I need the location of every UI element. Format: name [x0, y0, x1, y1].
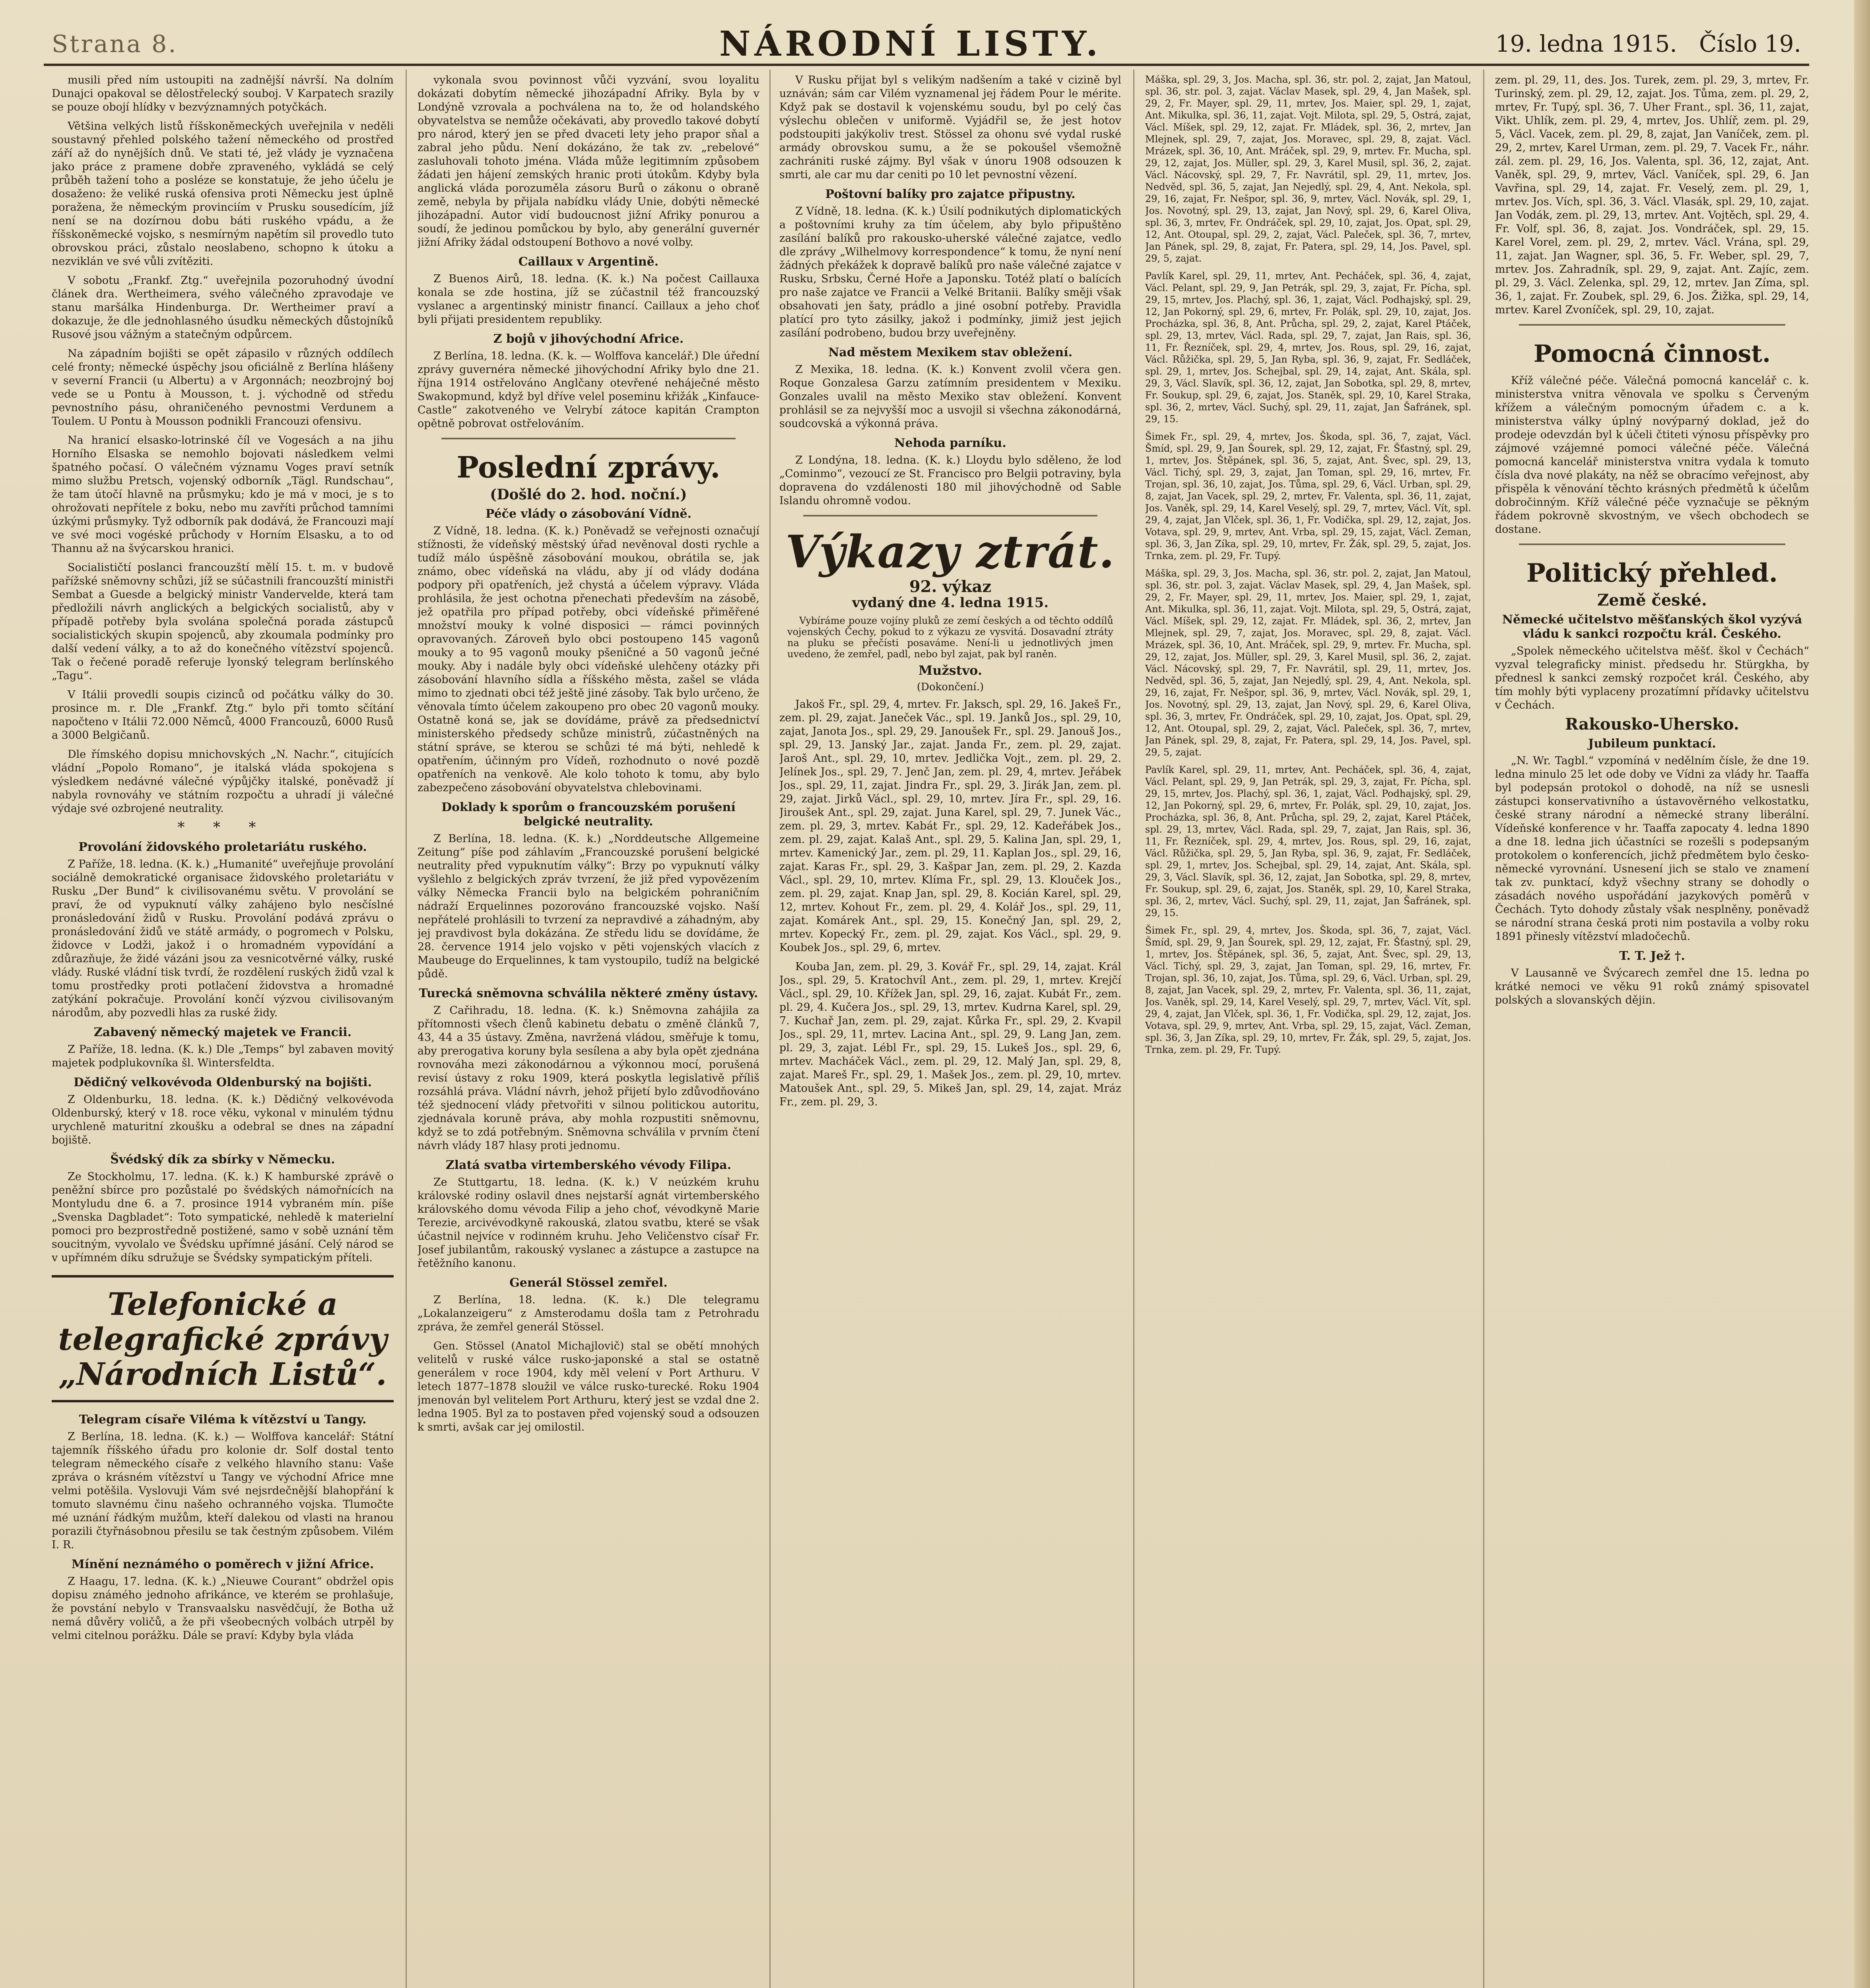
newspaper-title: NÁRODNÍ LISTY. [719, 24, 1102, 64]
article-heading: Doklady k sporům o francouzském porušení belgické neutrality. [441, 800, 736, 829]
article-heading: Jubileum punktací. [1588, 737, 1716, 751]
paragraph: V Lausanně ve Švýcarech zemřel dne 15. ledna po krátké nemoci ve věku 91 roků známý spisovatel polských a slovanských dějin. [1495, 967, 1809, 1006]
paragraph: V Rusku přijat byl s velikým nadšením a také v cizině byl uznáván; sám car Vilém vyznamenal jej řádem Pour le mérite. Když pak se dostavil k vojenskému soudu, byl po celý čas výslechu oblečen v uniformě. Vyjádřil se, že jest hotov podstoupiti jakýkoliv trest. Stössel za ohonu své vydal ruské armády obrovskou sumu, a že se pokoušel všemožně zachrániti ruské zájmy. Byl však v únoru 1908 odsouzen k smrti, ale car mu dar ceniti po 10 let pevnostní vězení. [779, 74, 1121, 181]
casualty-list: Jakoš Fr., spl. 29, 4, mrtev. Fr. Jaksch, spl. 29, 16. Jakeš Fr., zem. pl. 29, zajat. Janeček Vác., spl. 19. Janků Jos., spl. 29, 10, zajat, Janota Jos., spl. 29, 29. Janoušek Fr., spl. 29. Janouš Jos., spl. 29, 13. Janský Jar., zajat. Janda Fr., zem. pl. 29, zajat. Jaroš Ant., spl. 29, 10, mrtev. Jedlička Vojt., zem. pl. 29, 2. Jelínek Jos., spl. 29, 7. Jenč Jan, zem. pl. 29, 4, mrtev. Jeřábek Jos., spl. 29, 11, zajat. Jindra Fr., spl. 29, 3. Jirák Jan, zem. pl. 29, zajat. Jirků Václ., spl. 29, 10, mrtev. Jíra Fr., spl. 29, 16. Jiroušek Ant., spl. 29, zajat. Juna Karel, spl. 29, 7. Junek Vác., zem. pl. 29, 3, mrtev. Kabát Fr., spl. 29, 12. Kadeřábek Jos., zem. pl. 29, zajat. Kalaš Ant., spl. 29, 5. Kalina Jan, spl. 29, 1, mrtev. Kamenický Jar., zem. pl. 29, 11. Kaplan Jos., spl. 29, 16, zajat. Karas Fr., spl. 29, 3. Kašpar Jan, zem. pl. 29, 2. Kazda Václ., spl. 29, 10, mrtev. Klíma Fr., spl. 29, 13. Klouček Jos., zem. pl. 29, zajat. Knap Jan, spl. 29, 8. Kocián Karel, spl. 29, 12, mrtev. Kohout Fr., zem. pl. 29, 4. Kolář Jos., spl. 29, 11, zajat. Komárek Ant., spl. 29, 15. Konečný Jan, spl. 29, 2, mrtev. Kopecký Fr., zem. pl. 29, zajat. Kos Václ., spl. 29, 9. Koubek Jos., spl. 29, 6, mrtev. [779, 698, 1121, 954]
casualty-list: Pavlík Karel, spl. 29, 11, mrtev, Ant. Pecháček, spl. 36, 4, zajat, Václ. Pelant, spl. 29, 9, Jan Petrák, spl. 29, 3, zajat, Fr. Pícha, spl. 29, 15, mrtev, Jos. Plachý, spl. 36, 1, zajat, Václ. Podhajský, spl. 29, 12, Jan Pokorný, spl. 29, 6, mrtev, Fr. Polák, spl. 29, 10, zajat, Jos. Procházka, spl. 36, 8, Ant. Průcha, spl. 29, 2, zajat, Karel Ptáček, spl. 29, 13, mrtev, Václ. Rada, spl. 29, 7, zajat, Jan Rais, spl. 36, 11, Fr. Řezníček, spl. 29, 4, mrtev, Jos. Rous, spl. 29, 16, zajat, Václ. Růžička, spl. 29, 5, Jan Ryba, spl. 36, 9, zajat, Fr. Sedláček, spl. 29, 1, mrtev, Jos. Schejbal, spl. 29, 14, zajat, Ant. Skála, spl. 29, 3, Václ. Slavík, spl. 36, 12, zajat, Jan Sobotka, spl. 29, 8, mrtev, Fr. Soukup, spl. 29, 6, zajat, Jos. Staněk, spl. 29, 10, Karel Straka, spl. 36, 2, mrtev, Václ. Suchý, spl. 29, 11, zajat, Jan Šafránek, spl. 29, 15. [1145, 270, 1471, 425]
column-2 [417, 74, 759, 1988]
article-heading: Zlatá svatba virtemberského vévody Filipa. [445, 1158, 732, 1172]
section-divider: * * * [177, 819, 268, 836]
paragraph: Z Haagu, 17. ledna. (K. k.) „Nieuwe Courant“ obdržel opis dopisu známého jednoho afrikánce, ve kterém se prohlašuje, že povstání nebylo v Transvaalsku nasvědčují, že Botha už nemá důvěry voličů, a že při všeobecných volbách utrpěl by velmi citelnou porážku. Dále se praví: Kdyby byla vláda [52, 1575, 394, 1642]
paragraph: Z Paříže, 18. ledna. (K. k.) „Humanité“ uveřejňuje provolání sociálně demokratické organisace židovského proletariátu v Rusku „Der Bund“ k civilisovanému světu. V provolání se praví, že od vypuknutí války zahájeno bylo nesčíslné pronásledování židů v Rusku. Provolání podává zprávu o pronásledování židů ve státě armády, o pogromech v Polsku, židovce v Lodži, jakož i o hromadném vypovídání a zdůrazňuje, že židé vázáni jsou za vesnicotvěrné války, ruské vlády. Ruské vládní tisk tvrdí, že rozdělení ruských židů vzal k tomu prostředky proti potlačení židovstva a hromadné zatýkání pokračuje. Provolání končí výzvou civilisovaným národům, aby pozvedli hlas za ruské židy. [52, 858, 394, 1019]
paragraph: Na západním bojišti se opět zápasilo v různých oddílech celé fronty; německé úspěchy jsou oficiálně z Berlína hlášeny v severní Francii (u Albertu) a v Argonnách; neozbrojný boj vede se u Pontu à Mousson, t. j. východně od středu pevnostního pásu, ohraničeného pevnostmi Verdunem a Toulem. U Pontu à Mousson podnikli Francouzi ofensivu. [52, 348, 394, 427]
paragraph: Ze Stuttgartu, 18. ledna. (K. k.) V neúzkém kruhu královské rodiny oslavil dnes nejstarší agnát virtemberského královského domu vévoda Filip a jeho choť, vévodkyně Marie Terezie, arcivévodkyně rakouská, zlatou svatbu, které se však účastnil nejvíce v rodinném kruhu. Jeho Veličenstvo císař Fr. Josef jubilantům, rakouský vyslanec a zástupce a zastupce na řetěžního kanonu. [417, 1176, 759, 1270]
paragraph: Z Cařihradu, 18. ledna. (K. k.) Sněmovna zahájila za přítomnosti všech členů kabinetu debatu o změně článků 7, 43, 44 a 35 ústavy. Změna, navržená vládou, směřuje k tomu, aby prerogativa koruny byla sesílena a aby byla opět zjednána rovnováha mezi zákonodárnou a výkonnou mocí, porušená revisí ústavy z roku 1909, která poskytla legislativě příliš rozsáhlá práva. Vládní návrh, jehož přijetí bylo zdůvodňováno též sjednocení vlády přetvořiti v silnou politickou autoritu, zjednávala koruně práva, aby mohla rozpustiti sněmovnu, když se to zdá potřebným. Sněmovna schválila v prvním čtení návrh vlády 187 hlasy proti jednomu. [417, 1004, 759, 1152]
casualty-list: Máška, spl. 29, 3, Jos. Macha, spl. 36, str. pol. 2, zajat, Jan Matoul, spl. 36, str. pol. 3, zajat. Václav Masek, spl. 29, 4, Jan Mašek, spl. 29, 2, Fr. Mayer, spl. 29, 11, mrtev, Jos. Maier, spl. 29, 1, zajat, Ant. Mikulka, spl. 36, 11, zajat. Vojt. Milota, spl. 29, 5, Ostrá, zajat, Václ. Míšek, spl. 29, 12, zajat. Fr. Mládek, spl. 36, 2, mrtev, Jan Mlejnek, spl. 29, 7, zajat, Jos. Moravec, spl. 29, 8, zajat. Václ. Mrázek, spl. 36, 10, Ant. Mráček, spl. 29, 9, mrtev. Fr. Mucha, spl. 29, 12, zajat, Jos. Müller, spl. 29, 3, Karel Musil, spl. 36, 2, zajat. Václ. Nácovský, spl. 29, 7, Fr. Navrátil, spl. 29, 11, mrtev, Jos. Nedvěd, spl. 36, 5, zajat, Jan Nejedlý, spl. 29, 4, Ant. Nekola, spl. 29, 16, zajat, Fr. Nešpor, spl. 36, 9, mrtev, Václ. Novák, spl. 29, 1, Jos. Novotný, spl. 29, 13, zajat, Jan Nový, spl. 29, 6, Karel Oliva, spl. 36, 3, mrtev, Fr. Ondráček, spl. 29, 10, zajat, Jos. Opat, spl. 29, 12, Ant. Otoupal, spl. 29, 2, zajat, Václ. Paleček, spl. 36, 7, mrtev, Jan Pánek, spl. 29, 8, zajat, Fr. Patera, spl. 29, 14, Jos. Pavel, spl. 29, 5, zajat. [1145, 74, 1471, 264]
date: 19. ledna 1915. [1495, 30, 1677, 57]
issue-date [1495, 30, 1801, 57]
casualty-list: Pavlík Karel, spl. 29, 11, mrtev, Ant. Pecháček, spl. 36, 4, zajat, Václ. Pelant, spl. 29, 9, Jan Petrák, spl. 29, 3, zajat, Fr. Pícha, spl. 29, 15, mrtev, Jos. Plachý, spl. 36, 1, zajat, Václ. Podhajský, spl. 29, 12, Jan Pokorný, spl. 29, 6, mrtev, Fr. Polák, spl. 29, 10, zajat, Jos. Procházka, spl. 36, 8, Ant. Průcha, spl. 29, 2, zajat, Karel Ptáček, spl. 29, 13, mrtev, Václ. Rada, spl. 29, 7, zajat, Jan Rais, spl. 36, 11, Fr. Řezníček, spl. 29, 4, mrtev, Jos. Rous, spl. 29, 16, zajat, Václ. Růžička, spl. 29, 5, Jan Ryba, spl. 36, 9, zajat, Fr. Sedláček, spl. 29, 1, mrtev, Jos. Schejbal, spl. 29, 14, zajat, Ant. Skála, spl. 29, 3, Václ. Slavík, spl. 36, 12, zajat, Jan Sobotka, spl. 29, 8, mrtev, Fr. Soukup, spl. 29, 6, zajat, Jos. Staněk, spl. 29, 10, Karel Straka, spl. 36, 2, mrtev, Václ. Suchý, spl. 29, 11, zajat, Jan Šafránek, spl. 29, 15. [1145, 764, 1471, 918]
article-heading: Provolání židovského proletariátu ruského. [78, 840, 367, 854]
article-heading: Z bojů v jihovýchodní Africe. [493, 332, 684, 346]
article-heading: Turecká sněmovna schválila některé změny ústavy. [419, 986, 758, 1000]
paragraph: Na hranicí elsasko-lotrinské číl ve Vogesách a na jihu Horního Elsaska se nemohlo bojovati následkem velmi špatného počasí. O válečném významu Voges praví setník mimo službu Pretsch, vojenský odborník „Tägl. Rundschau“, že tam útočí hlavně na průsmyku; kdo je má v moci, je s to ohrožovati nepřítele z boku, nebo mu zavříti průchod tamními úzkými průsmyky. Tyž odborník pak dodává, že Francouzi mají ve své moci vogéské průchody v Horním Elsasku, a to od Thannu až na švýcarskou hranici. [52, 434, 394, 555]
casualty-list: Šimek Fr., spl. 29, 4, mrtev, Jos. Škoda, spl. 36, 7, zajat, Václ. Šmíd, spl. 29, 9, Jan Šourek, spl. 29, 12, zajat, Fr. Šťastný, spl. 29, 1, mrtev, Jos. Štěpánek, spl. 36, 5, zajat, Ant. Švec, spl. 29, 13, Václ. Tichý, spl. 29, 3, zajat, Jan Toman, spl. 29, 16, mrtev, Fr. Trojan, spl. 36, 10, zajat, Jos. Tůma, spl. 29, 6, Václ. Urban, spl. 29, 8, zajat, Jan Vacek, spl. 29, 2, mrtev, Fr. Valenta, spl. 36, 11, zajat, Jos. Vaněk, spl. 29, 14, Karel Veselý, spl. 29, 7, mrtev, Václ. Vít, spl. 29, 4, zajat, Jan Vlček, spl. 36, 1, Fr. Vodička, spl. 29, 12, zajat, Jos. Votava, spl. 29, 9, mrtev, Ant. Vrba, spl. 29, 15, zajat, Václ. Zeman, spl. 36, 3, Jan Zíka, spl. 29, 10, mrtev, Fr. Žák, spl. 29, 5, zajat, Jos. Trnka, zem. pl. 29, Fr. Tupý. [1145, 431, 1471, 561]
losses-number: 92. výkaz [909, 577, 992, 596]
page-number: Strana 8. [52, 30, 178, 58]
divider [1519, 544, 1785, 545]
paragraph: „Spolek německého učitelstva měšť. škol v Čechách“ vyzval telegraficky minist. předsedu hr. Stürgkha, by přednesl k sankci zemský rozpočet král. Českého, aby tím mohly býti vyplaceny prozatímní přídavky učitelstvu v Čechách. [1495, 645, 1809, 711]
paragraph: Většina velkých listů říšskoněmeckých uveřejnila v neděli soustavný přehled polského tažení německého od prostřed září až do nynějších dnů. Ve stati té, jež vlády je vyznačena jako práce z pramene dobře zpraveného, vykládá se celý průběh tažení toho a posléze se konstatuje, že jeho účelu je dosaženo: že veliké ruská ofensiva proti Německu jest úplně poražena, že německým provinciím v Prusku sousedícím, jíž není se na dozírnou dobu báti ruského vpádu, a že říšskoněmecké vojsko, s nesmírným napětím sil provedlo tuto obrovskou práci, zůstalo neoslabeno, schopno k útoku a nezviklán ve své vůli zvítěziti. [52, 120, 394, 268]
article-heading: Nad městem Mexikem stav obležení. [828, 346, 1073, 359]
divider [1519, 324, 1785, 326]
telegraph-section-header [52, 1275, 394, 1402]
issue-number: Číslo 19. [1699, 30, 1801, 57]
divider [441, 438, 736, 439]
article-heading: Nehoda parníku. [894, 436, 1006, 450]
paragraph: Kříž válečné péče. Válečná pomocná kancelář c. k. ministerstva vnitra věnovala ve spolku s Červeným křížem a válečným pomocným úřadem c. a k. ministerstva války úplný novýparný doklad, jež do prodeje odevzdán byl k účeli čtiteti výnosu příspěvky pro zájmové vzájemné pomoci válečné péče. Válečná pomocná kancelář ministerstva vnitra vydala k tomuto čísla dva nové plakáty, na něž se obracímo veřejnost, aby přispěla k věnování těchto krásných předmětů k účelům dobročinným. Kříž válečné péče vyznačuje se pěkným řádem pokrovně skvostným, ve všech obchodech se dostane. [1495, 375, 1809, 536]
masthead [44, 16, 1809, 66]
article-heading: Telegram císaře Viléma k vítězství u Tangy. [79, 1413, 367, 1427]
section-title: Pomocná činnost. [1534, 340, 1771, 368]
paragraph: V sobotu „Frankf. Ztg.“ uveřejnila pozoruhodný úvodní článek dra. Wertheimera, svého válečného zpravodaje ve stanu maršálka Hindenburga. Dr. Wertheimer praví a dokazuje, že dle jednohlasného úsudku německých důstojníků Rusové jsou vážným a statečným odpůrcem. [52, 274, 394, 341]
page-edge [1854, 0, 1870, 1988]
paragraph: „N. Wr. Tagbl.“ vzpomíná v nedělním čísle, že dne 19. ledna minulo 25 let ode doby ve Vídni za vlády hr. Taaffa byl podepsán protokol o dohodě, na níž se usnesli zástupci konservativního a ústavověrného velkostatku, české strany národní a německé strany liberální. Vídeňské konference v hr. Taaffa zapocaty 4. ledna 1890 a dne 18. ledna jich účastníci se rozešli s podepsaným protokolem o konferencích, jichž předmětem bylo česko-německé vyrovnání. Usnesení jich se stalo ve znamení tak zv. punktací, když všechny strany se dohodly o zásadách nového uspořádání jazykových poměrů v Čechách. Tyto dohody zůstaly však nesplněny, poněvadž se národní strana česká proti nim postavila a volby roku 1891 přinesly vítězství mladočechů. [1495, 755, 1809, 943]
article-heading: Mínění neznámého o poměrech v jižní Africe. [71, 1557, 374, 1571]
paragraph: Z Mexika, 18. ledna. (K. k.) Konvent zvolil včera gen. Roque Gonzalesa Garzu zatímním presidentem v Mexiku. Gonzales uvalil na město Mexiko stav obležení. Konvent prohlásil se za nejvyšší moc a usvojil si všechna zákonodárná, soudcovská a výkonná práva. [779, 363, 1121, 430]
paragraph: Gen. Stössel (Anatol Michajlovič) stal se obětí mnohých velitelů v ruské válce rusko-japonské a stal se ostatně generálem v roce 1904, kdy měl velení v Port Arthuru. V letech 1877–1878 sloužil ve válce rusko-turecké. Roku 1904 jmenován byl velitelem Port Arthuru, který jest se vzdal dne 2. ledna 1905. Byl za to postaven před vojenský soud a odsouzen k smrti, avšak car jej omilostil. [417, 1340, 759, 1433]
article-heading: Dědičný velkovévoda Oldenburský na bojišti. [73, 1076, 372, 1089]
article-heading: Poštovní balíky pro zajatce připustny. [825, 187, 1076, 201]
paragraph: Z Londýna, 18. ledna. (K. k.) Lloydu bylo sděleno, že loď „Cominmo“, vezoucí ze St. Francisco pro Belgii potraviny, byla dopravena do vzdálenosti 180 mil jihovýchodně od Sable Islandu ohromně vodou. [779, 454, 1121, 507]
article-heading: Švédský dík za sbírky v Německu. [110, 1153, 335, 1167]
column-5 [1495, 74, 1809, 1988]
article-heading: Caillaux v Argentině. [518, 255, 659, 269]
column-3 [779, 74, 1121, 1988]
section-subtitle: Rakousko-Uhersko. [1565, 715, 1739, 734]
paragraph: V Itálii provedli soupis cizinců od počátku války do 30. prosince m. r. Dle „Frankf. Ztg.“ bylo při tomto sčítání napočteno v Itálii 72.000 Němců, 4000 Francouzů, 6000 Rusů a 3000 Belgičanů. [52, 689, 394, 742]
losses-note: Vybíráme pouze vojíny pluků ze zemí českých a od těchto oddílů vojenských Čechy, pokud to z výkazu ze vysvitá. Dosavadní ztráty na pluku se přečísti posaváme. Není-li u jednotlivých jmen uvedeno, že zemřel, padl, nebo byl zajat, pak byl raněn. [787, 615, 1113, 660]
losses-title: Výkazy ztrát. [785, 526, 1115, 578]
article-heading: Péče vlády o zásobování Vídně. [485, 507, 692, 521]
paragraph: Ze Stockholmu, 17. ledna. (K. k.) K hamburské zprávě o peněžní sbírce pro pozůstalé po švédských námořnících na Montyludu dne 6. a 7. prosince 1914 vybraném mín. píše „Svenska Dagbladet“: Toto sympatické, nehledě k materielní pomoci pro bezprostředně postižené, samo v sobě uznání těm soucitným, vyvolalo ve Švédsku upřímné jásání. Celý národ se v upřímném díku sdružuje se Švédsky sympatickým příteli. [52, 1171, 394, 1264]
casualty-list: Šimek Fr., spl. 29, 4, mrtev, Jos. Škoda, spl. 36, 7, zajat, Václ. Šmíd, spl. 29, 9, Jan Šourek, spl. 29, 12, zajat, Fr. Šťastný, spl. 29, 1, mrtev, Jos. Štěpánek, spl. 36, 5, zajat, Ant. Švec, spl. 29, 13, Václ. Tichý, spl. 29, 3, zajat, Jan Toman, spl. 29, 16, mrtev, Fr. Trojan, spl. 36, 10, zajat, Jos. Tůma, spl. 29, 6, Václ. Urban, spl. 29, 8, zajat, Jan Vacek, spl. 29, 2, mrtev, Fr. Valenta, spl. 36, 11, zajat, Jos. Vaněk, spl. 29, 14, Karel Veselý, spl. 29, 7, mrtev, Václ. Vít, spl. 29, 4, zajat, Jan Vlček, spl. 36, 1, Fr. Vodička, spl. 29, 12, zajat, Jos. Votava, spl. 29, 9, mrtev, Ant. Vrba, spl. 29, 15, zajat, Václ. Zeman, spl. 36, 3, Jan Zíka, spl. 29, 10, mrtev, Fr. Žák, spl. 29, 5, zajat, Jos. Trnka, zem. pl. 29, Fr. Tupý. [1145, 925, 1471, 1055]
article-heading: Generál Stössel zemřel. [509, 1276, 668, 1290]
paragraph: Z Vídně, 18. ledna. (K. k.) Úsilí podnikutých diplomatických a poštovními kruhy za tím účelem, aby bylo připuštěno zasílání balíků pro rakousko-uherské válečné zajatce, vedlo dle zprávy „Wilhelmovy korrespondence“ k tomu, že nyní není žádných překážek k dopravě balíků pro naše válečné zajatce v Rusku, Srbsku, Černé Hoře a Japonsku. Totéž platí o balících pro naše zajatce ve Francii a Velké Britanii. Balíky směji však obsahovati jen šaty, prádlo a jiné osobní potřeby. Pravidla platící pro tyto zásilky, jakož i podmínky, jimiž jest jejich zasílání podrobeno, budou brzy uveřejněny. [779, 205, 1121, 339]
casualty-list: Kouba Jan, zem. pl. 29, 3. Kovář Fr., spl. 29, 14, zajat. Král Jos., spl. 29, 5. Kratochvíl Ant., zem. pl. 29, 1, mrtev. Krejčí Václ., spl. 29, 10. Křížek Jan, spl. 29, 16, zajat. Kubát Fr., zem. pl. 29, 4. Kučera Jos., spl. 29, 13, mrtev. Kudrna Karel, spl. 29, 7. Kuchař Jan, zem. pl. 29, zajat. Kůrka Fr., spl. 29, 2. Kvapil Jos., spl. 29, 11, mrtev. Lacina Ant., spl. 29, 9. Lang Jan, zem. pl. 29, 3, zajat. Lébl Fr., spl. 29, 15. Lukeš Jos., spl. 29, 6, mrtev. Macháček Václ., zem. pl. 29, 12. Malý Jan, spl. 29, 8, zajat. Mareš Fr., spl. 29, 1. Mašek Jos., zem. pl. 29, 10, mrtev. Matoušek Ant., spl. 29, 5. Mikeš Jan, spl. 29, 14, zajat. Mráz Fr., zem. pl. 29, 3. [779, 961, 1121, 1108]
column-4 [1145, 74, 1471, 1988]
losses-date: vydaný dne 4. ledna 1915. [852, 595, 1049, 611]
paragraph: Z Paříže, 18. ledna. (K. k.) Dle „Temps“ byl zabaven movitý majetek podplukovníka šl. Wintersfeldta. [52, 1043, 394, 1069]
section-subtitle: (Došlé do 2. hod. noční.) [490, 486, 687, 503]
paragraph: vykonala svou povinnost vůči vyzvání, svou loyalitu dokázati dobytím německé jihozápadní Afriky. Byla by v Londýně vzrovala a pochválena na to, že od holandského obyvatelstva se nemůže očekávati, aby provedlo takové dobytí pro národ, který jen se před dvaceti lety jeho prapor sňal a zabral jeho půdu. Není dokázáno, že tak zv. „rebelové“ zasluhovali tohoto jména. Vláda může legitimním způsobem žádati jen hájení zemských hranic proti útokům. Kdyby byla anglická vláda porozuměla zásoru Burů o zákonu o obraně země, nebyla by přijala nabídku vlády Unie, dobýti německé jihozápadní. Autor vidí budoucnost jižní Afriky ponurou a soudí, že jedinou pomůckou by bylo, aby generální guvernér jižní Afriky žádal odstoupení Bothovo a nové volby. [417, 74, 759, 248]
paragraph: Z Berlína, 18. ledna. (K. k. — Wolffova kancelář.) Dle úřední zprávy guvernéra německé jihovýchodní Afriky bylo dne 21. října 1914 ostřelováno Anglčany otevřené neháječné město Swakopmund, když byl dříve velel poseminu křižák „Kinfauce-Castle“ zakotveného ve Velrybí zátoce kapitán Crampton opětně pobrovat ostřelováním. [417, 350, 759, 430]
paragraph: Socialističtí poslanci francouzští mělí 15. t. m. v budově pařížské sněmovny schůzi, jíž se súčastnili francouzští ministři Sembat a Guesde a belgický ministr Vandervelde, která tam předložili návrh anglických a belgických socialistů, aby v případě potřeby byla svolána společná porada zástupců socialistických skupin spojenců, aby zkoumala podmínky pro další vedení války, a to až do konečného vítězství spojenců. Tak o řečené poradě referuje lyonský telegram berlínského „Tagu“. [52, 561, 394, 682]
article-heading: T. T. Jež †. [1619, 949, 1685, 963]
paragraph: Z Oldenburku, 18. ledna. (K. k.) Dědičný velkovévoda Oldenburský, který v 18. roce věku, vykonal v minulém týdnu urychleně maturitní zkoušku a odebral se dnes na západní bojiště. [52, 1093, 394, 1146]
casualty-list: Máška, spl. 29, 3, Jos. Macha, spl. 36, str. pol. 2, zajat, Jan Matoul, spl. 36, str. pol. 3, zajat. Václav Masek, spl. 29, 4, Jan Mašek, spl. 29, 2, Fr. Mayer, spl. 29, 11, mrtev, Jos. Maier, spl. 29, 1, zajat, Ant. Mikulka, spl. 36, 11, zajat. Vojt. Milota, spl. 29, 5, Ostrá, zajat, Václ. Míšek, spl. 29, 12, zajat. Fr. Mládek, spl. 36, 2, mrtev, Jan Mlejnek, spl. 29, 7, zajat, Jos. Moravec, spl. 29, 8, zajat. Václ. Mrázek, spl. 36, 10, Ant. Mráček, spl. 29, 9, mrtev. Fr. Mucha, spl. 29, 12, zajat, Jos. Müller, spl. 29, 3, Karel Musil, spl. 36, 2, zajat. Václ. Nácovský, spl. 29, 7, Fr. Navrátil, spl. 29, 11, mrtev, Jos. Nedvěd, spl. 36, 5, zajat, Jan Nejedlý, spl. 29, 4, Ant. Nekola, spl. 29, 16, zajat, Fr. Nešpor, spl. 36, 9, mrtev, Václ. Novák, spl. 29, 1, Jos. Novotný, spl. 29, 13, zajat, Jan Nový, spl. 29, 6, Karel Oliva, spl. 36, 3, mrtev, Fr. Ondráček, spl. 29, 10, zajat, Jos. Opat, spl. 29, 12, Ant. Otoupal, spl. 29, 2, zajat, Václ. Paleček, spl. 36, 7, mrtev, Jan Pánek, spl. 29, 8, zajat, Fr. Patera, spl. 29, 14, Jos. Pavel, spl. 29, 5, zajat. [1145, 568, 1471, 758]
section-subtitle: Země české. [1597, 591, 1707, 610]
column-1 [52, 74, 394, 1988]
article-heading: Zabavený německý majetek ve Francii. [93, 1025, 352, 1039]
section-title: Politický přehled. [1526, 558, 1778, 588]
section-title: Poslední zprávy. [456, 450, 720, 485]
losses-section: Mužstvo. [918, 663, 983, 678]
paragraph: Z Berlína, 18. ledna. (K. k.) — Wolffova kancelář: Státní tajemník říšského úřadu pro kolonie dr. Solf dostal tento telegram německého císaře z velkého hlavního stanu: Vaše zpráva o krásném vítězství u Tangy ve východní Africe mne velmi potěšila. Vyslovuji Vám své nejsrdečnější blahopřání k tomuto slavnému činu našeho ochranného vojska. Tlumočte mé uznání řádkým mužům, kteří dalekou od vlasti na hranou porazili čtyřnásobnou přesilu se tak čestným způsobem. Vilém I. R. [52, 1431, 394, 1551]
paragraph: Z Berlína, 18. ledna. (K. k.) „Norddeutsche Allgemeine Zeitung“ píše pod záhlavím „Francouzské porušení belgické neutrality před vypuknutím války“: Brzy po vypuknutí války vyšlehlo z belgických zpráv tvrzení, že již před vypovězením války Německa Francii bylo na belgickém pohraničním nádraží Erquelinnes pozorováno francouzské vojsko. Naší nepřátelé prohlásili to tvrzení za nepravdivé a záhadným, aby jej pravdivost byla dokázána. Ze středu lidu se dovídáme, že 28. července 1914 jelo vojsko v pěti vojenských vlacích z Maubeuge do Erquelinnes, k tam vystoupilo, tudíž na belgické půdě. [417, 833, 759, 980]
telegraph-title: Telefonické a telegrafické zprávy „Národních Listů“. [58, 1286, 387, 1392]
column-rule [769, 70, 771, 1988]
column-rule [406, 70, 407, 1988]
paragraph: Dle římského dopisu mnichovských „N. Nachr.“, citujících vládní „Popolo Romano“, je italská vláda spokojena s výsledkem nedávné válečné výpůjčky italské, poněvadž jí nabyla rovnováhy ve státním rozpočtu a uhradí ji válečné výdaje své ozbrojené neutrality. [52, 748, 394, 815]
column-rule [1483, 70, 1484, 1988]
losses-continuation: (Dokončení.) [917, 681, 984, 693]
paragraph: Z Buenos Airů, 18. ledna. (K. k.) Na počest Caillauxa konala se zde hostina, jíž se zúčastnil též francouzský vyslanec a argentinský ministr financí. Caillaux a jeho choť byli přijati presidentem republiky. [417, 273, 759, 326]
article-heading: Německé učitelstvo měšťanských škol vyzývá vládu k sankci rozpočtu král. Českého. [1502, 613, 1802, 641]
casualty-list: zem. pl. 29, 11, des. Jos. Turek, zem. pl. 29, 3, mrtev, Fr. Turinský, zem. pl. 29, 12, zajat. Jos. Tůma, zem. pl. 29, 2, mrtev, Fr. Tupý, spl. 36, 7. Uher Frant., spl. 36, 11, zajat, Vikt. Uhlík, zem. pl. 29, 4, mrtev, Jos. Uhlíř, zem. pl. 29, 5, Václ. Vacek, zem. pl. 29, 8, zajat, Jan Vaníček, zem. pl. 29, 2, mrtev, Karel Urman, zem. pl. 29, 7. Vacek Fr., náhr. zál. zem. pl. 29, 16, Jos. Valenta, spl. 36, 12, zajat, Ant. Vaněk, spl. 29, 9, mrtev, Václ. Vaníček, spl. 29, 6. Jan Vavřina, spl. 29, 14, zajat. Fr. Veselý, zem. pl. 29, 1, mrtev. Jos. Vích, spl. 36, 3. Václ. Vlasák, spl. 29, 10, zajat. Jan Vodák, zem. pl. 29, 13, mrtev. Ant. Vojtěch, spl. 29, 4. Fr. Volf, spl. 36, 8, zajat. Jos. Vondráček, spl. 29, 15. Karel Vorel, zem. pl. 29, 2, mrtev. Václ. Vrána, spl. 29, 11, zajat. Jan Wagner, spl. 36, 5. Fr. Weber, spl. 29, 7, mrtev. Jos. Zahradník, spl. 29, 9, zajat. Ant. Zajíc, zem. pl. 29, 3. Václ. Zelenka, spl. 29, 12, mrtev. Jan Zíma, spl. 36, 1, zajat. Fr. Zoubek, spl. 29, 6. Jos. Žižka, spl. 29, 14, mrtev. Karel Zvoníček, spl. 29, 10, zajat. [1495, 74, 1809, 316]
paragraph: Z Vídně, 18. ledna. (K. k.) Poněvadž se veřejnosti označují stížnosti, že vídeňský městský úřad nevěnoval dosti rychle a tudíž málo úspěšně zásobování moukou, obrátila se, jak známo, obec vídeňská na vládu, aby jí od vlády dodána podpory při opatřeních, jež chystá a účelem výpravy. Vláda prohlásila, že jest ochotna přenechati především na zásobě, jež opatřila pro případ potřeby, obci vídeňské přiměřené množství mouky k volné disposici — rámci povinných opravovaných. Zároveň bylo obci postoupeno 145 vagonů mouky a to 95 vagonů mouky pšeničné a 50 vagonů ječné mouky. Aby i nadále byly obci vídeňské ulehčeny otázky při zásobování hlavního sídla a říšského města, zašel se vláda mimo to zjednati obci též ještě jiné zásoby. Tak bylo určeno, že věnovala tímto účelem zakoupeno pro obec 20 vagonů mouky. Ostatně koná se, jak se dovídáme, právě za předsednictví ministerského předsedy schůze ministrů, zúčastněných na státní správe, se kterou se schůzi té má býti, nehledě k opatřením, účinným pro Vídeň, rozhodnuto o nové pozdě opatřeních na venkově. Ale kolo tohoto k tomu, aby bylo zabezpečeno zásobování obyvatelstva chlebovinami. [417, 525, 759, 794]
paragraph: Z Berlína, 18. ledna. (K. k.) Dle telegramu „Lokalanzeigeru“ z Amsterodamu došla tam z Petrohradu zpráva, že zemřel generál Stössel. [417, 1294, 759, 1333]
column-rule [1133, 70, 1134, 1988]
divider [803, 515, 1097, 516]
paragraph: musili před ním ustoupiti na zadnější návrší. Na dolním Dunajci opakoval se dělostřelecký souboj. V Karpatech srazily se pouze obojí hlídky v bezvýznamných potyčkách. [52, 74, 394, 113]
